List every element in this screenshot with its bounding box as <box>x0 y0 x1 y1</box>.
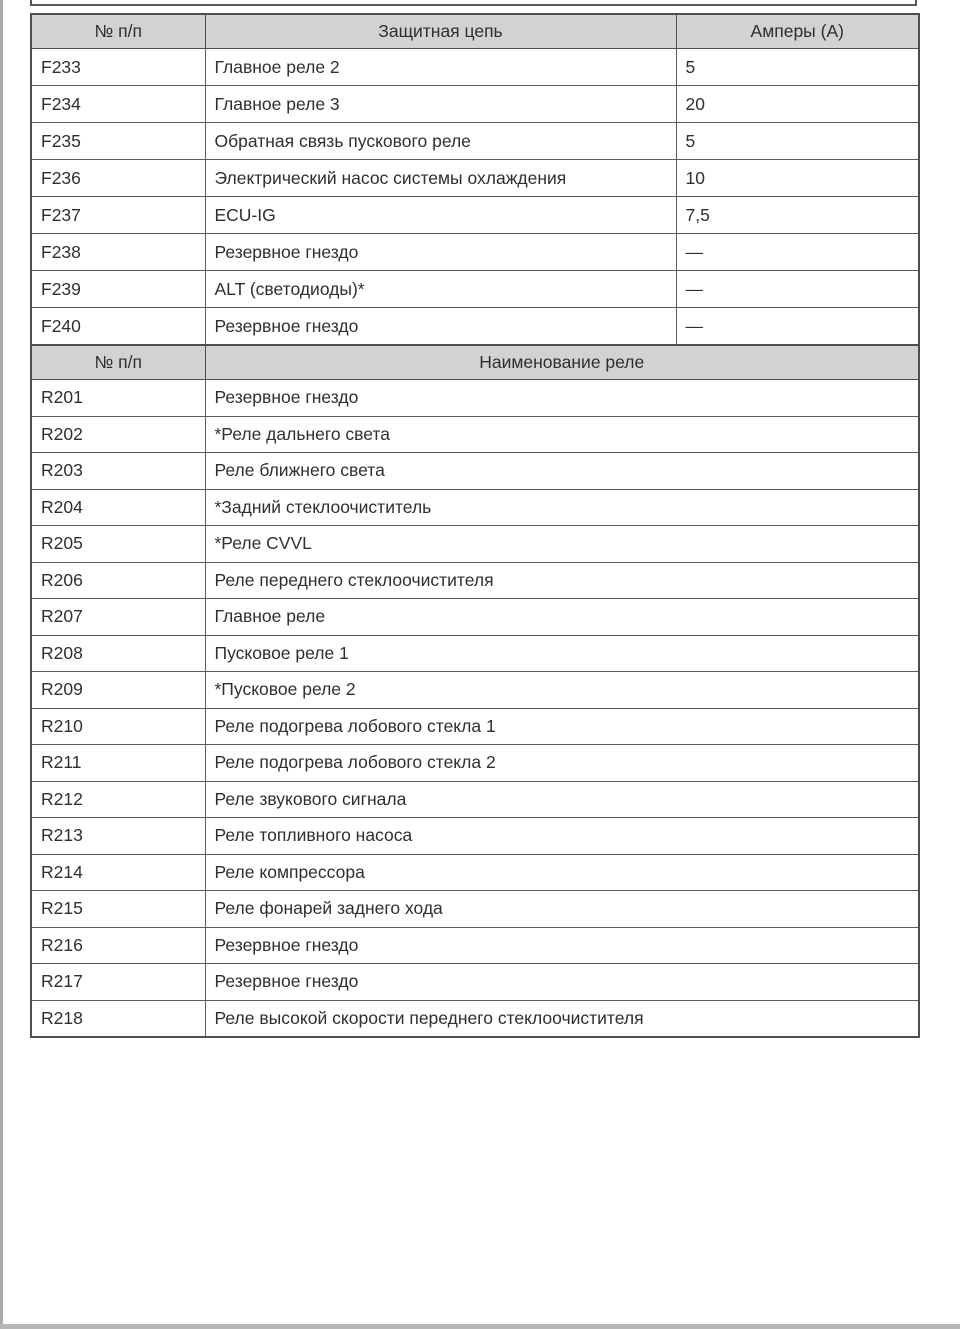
table-cell: ALT (светодиоды)* <box>205 271 676 308</box>
table-cell: R218 <box>31 1000 205 1037</box>
table-cell: Пусковое реле 1 <box>205 635 919 672</box>
table-cell: Реле подогрева лобового стекла 2 <box>205 745 919 782</box>
table-cell: Резервное гнездо <box>205 308 676 346</box>
table-cell: *Реле CVVL <box>205 526 919 563</box>
table-cell: Реле фонарей заднего хода <box>205 891 919 928</box>
table-row <box>31 818 919 855</box>
table-row <box>31 745 919 782</box>
table-row <box>31 489 919 526</box>
table-cell: Резервное гнездо <box>205 380 919 417</box>
table-cell: R204 <box>31 489 205 526</box>
table-cell: Главное реле 3 <box>205 86 676 123</box>
table-row <box>31 708 919 745</box>
table-row <box>31 927 919 964</box>
table-cell: F240 <box>31 308 205 346</box>
table-row <box>31 197 919 234</box>
table-cell: Реле звукового сигнала <box>205 781 919 818</box>
table-row <box>31 526 919 563</box>
table-row <box>31 234 919 271</box>
table-row <box>31 86 919 123</box>
table-row <box>31 635 919 672</box>
table-cell: Главное реле 2 <box>205 49 676 86</box>
table-row <box>31 1000 919 1037</box>
page-bottom-edge <box>0 1324 960 1329</box>
table-cell: R210 <box>31 708 205 745</box>
table-cell: Реле высокой скорости переднего стеклоочистителя <box>205 1000 919 1037</box>
table-row <box>31 308 919 346</box>
table-row <box>31 49 919 86</box>
table-cell: F239 <box>31 271 205 308</box>
table-cell: R208 <box>31 635 205 672</box>
table-cell: Резервное гнездо <box>205 964 919 1001</box>
table-header-row <box>31 14 919 49</box>
table-cell: F234 <box>31 86 205 123</box>
table-row <box>31 599 919 636</box>
table-cell: Реле топливного насоса <box>205 818 919 855</box>
table-cell: R203 <box>31 453 205 490</box>
table-cell: Электрический насос системы охлаждения <box>205 160 676 197</box>
table-cell: R206 <box>31 562 205 599</box>
table-cell: *Задний стеклоочиститель <box>205 489 919 526</box>
table-row <box>31 380 919 417</box>
table-row <box>31 964 919 1001</box>
table-row <box>31 416 919 453</box>
table-cell: R211 <box>31 745 205 782</box>
table-cell: R207 <box>31 599 205 636</box>
table-row <box>31 854 919 891</box>
table-header-row <box>31 345 919 380</box>
table-row <box>31 672 919 709</box>
table-cell: *Пусковое реле 2 <box>205 672 919 709</box>
column-header-number: № п/п <box>31 345 205 380</box>
table-row <box>31 453 919 490</box>
table-cell: 5 <box>676 123 919 160</box>
page-left-edge <box>0 0 3 1329</box>
table-cell: R214 <box>31 854 205 891</box>
table-row <box>31 562 919 599</box>
table-cell: R201 <box>31 380 205 417</box>
table-cell: Реле подогрева лобового стекла 1 <box>205 708 919 745</box>
column-header-relay-name: Наименование реле <box>205 345 919 380</box>
table-cell: R215 <box>31 891 205 928</box>
table-cell: Обратная связь пускового реле <box>205 123 676 160</box>
table-row <box>31 891 919 928</box>
table-cell: F237 <box>31 197 205 234</box>
table-cell: 5 <box>676 49 919 86</box>
table-cell: 20 <box>676 86 919 123</box>
fuse-table <box>30 13 920 346</box>
column-header-amps: Амперы (А) <box>676 14 919 49</box>
table-cell: Реле компрессора <box>205 854 919 891</box>
table-cell: Реле переднего стеклоочистителя <box>205 562 919 599</box>
table-row <box>31 781 919 818</box>
fuse-table-header <box>31 14 919 49</box>
table-cell: Реле ближнего света <box>205 453 919 490</box>
table-cell: *Реле дальнего света <box>205 416 919 453</box>
table-cell: R209 <box>31 672 205 709</box>
column-header-circuit: Защитная цепь <box>205 14 676 49</box>
table-cell: Резервное гнездо <box>205 234 676 271</box>
table-row <box>31 271 919 308</box>
table-cell: 10 <box>676 160 919 197</box>
table-cell: — <box>676 308 919 346</box>
fuse-table-body <box>31 49 919 346</box>
table-cell: — <box>676 234 919 271</box>
table-cell: ECU-IG <box>205 197 676 234</box>
table-cell: R217 <box>31 964 205 1001</box>
relay-table <box>30 344 920 1038</box>
relay-table-header <box>31 345 919 380</box>
table-cell: R205 <box>31 526 205 563</box>
table-cell: R216 <box>31 927 205 964</box>
table-cell: — <box>676 271 919 308</box>
table-row <box>31 123 919 160</box>
table-cell: F235 <box>31 123 205 160</box>
table-cell: Главное реле <box>205 599 919 636</box>
table-cell: F238 <box>31 234 205 271</box>
cutoff-table-remnant <box>30 0 917 6</box>
table-cell: R212 <box>31 781 205 818</box>
relay-table-body <box>31 380 919 1038</box>
table-cell: 7,5 <box>676 197 919 234</box>
column-header-number: № п/п <box>31 14 205 49</box>
table-cell: R202 <box>31 416 205 453</box>
table-cell: Резервное гнездо <box>205 927 919 964</box>
table-row <box>31 160 919 197</box>
table-cell: R213 <box>31 818 205 855</box>
table-cell: F236 <box>31 160 205 197</box>
table-cell: F233 <box>31 49 205 86</box>
